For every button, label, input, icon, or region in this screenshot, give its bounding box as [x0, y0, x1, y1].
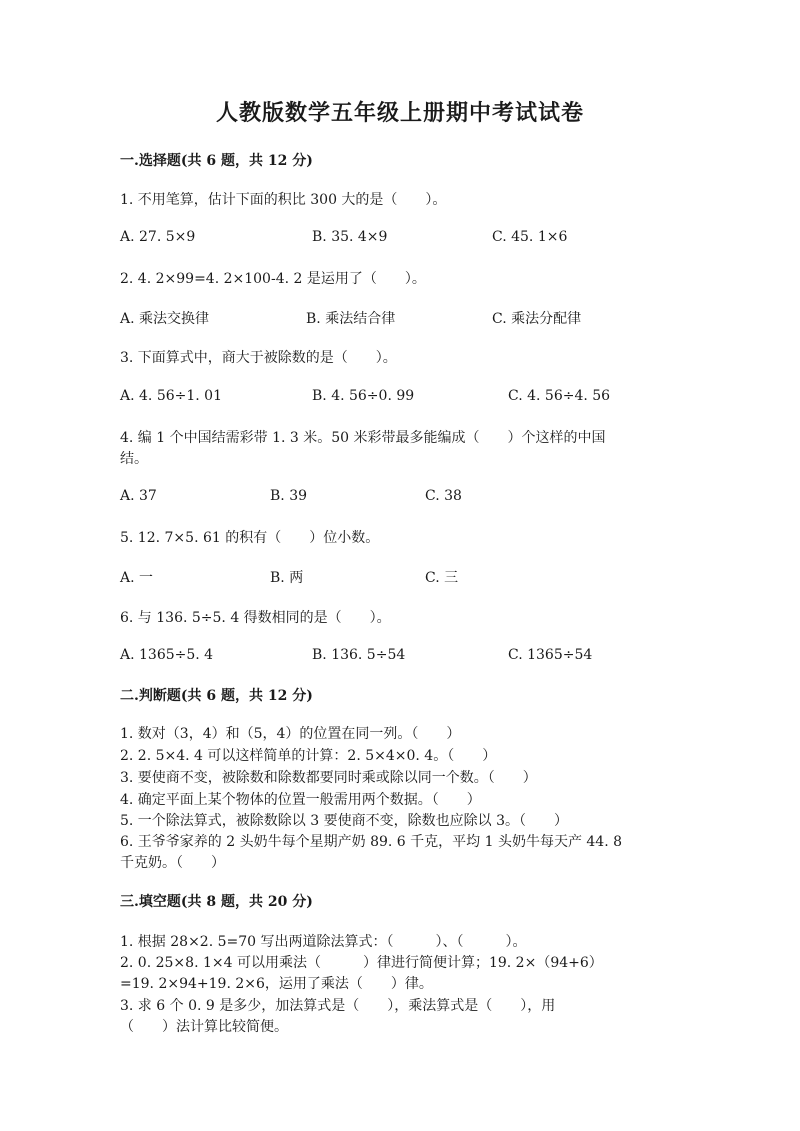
fill-in-line: 3. 求 6 个 0. 9 是多少，加法算式是（ ），乘法算式是（ ），用: [120, 998, 556, 1014]
option-a: A. 乘法交换律: [120, 311, 210, 327]
option-c: C. 45. 1×6: [492, 229, 568, 245]
question-text: 5. 12. 7×5. 61 的积有（ ）位小数。: [120, 530, 380, 546]
option-a: A. 37: [120, 488, 157, 504]
option-a: A. 27. 5×9: [120, 229, 196, 245]
option-c: C. 4. 56÷4. 56: [508, 388, 611, 404]
option-a: A. 一: [120, 570, 154, 586]
question-text: 4. 编 1 个中国结需彩带 1. 3 米。50 米彩带最多能编成（ ）个这样的中国: [120, 430, 606, 446]
question-text: 2. 4. 2×99=4. 2×100-4. 2 是运用了（ ）。: [120, 271, 426, 287]
section-heading-choice: 一.选择题(共 6 题，共 12 分): [120, 153, 313, 169]
option-b: B. 136. 5÷54: [312, 647, 406, 663]
option-c: C. 1365÷54: [508, 647, 593, 663]
option-b: B. 4. 56÷0. 99: [312, 388, 415, 404]
question-text-continued: 结。: [120, 451, 148, 467]
option-b: B. 39: [270, 488, 308, 504]
statement-line-continued: 千克奶。（ ）: [120, 855, 225, 871]
option-a: A. 4. 56÷1. 01: [120, 388, 222, 404]
fill-in-line-continued: （ ）法计算比较简便。: [120, 1019, 288, 1035]
question-text: 1. 不用笔算，估计下面的积比 300 大的是（ ）。: [120, 192, 447, 208]
statement-line: 1. 数对（3，4）和（5，4）的位置在同一列。（ ）: [120, 726, 461, 742]
option-c: C. 三: [425, 570, 459, 586]
option-b: B. 35. 4×9: [312, 229, 388, 245]
option-b: B. 两: [270, 570, 304, 586]
exam-title: 人教版数学五年级上册期中考试试卷: [215, 100, 584, 126]
option-c: C. 乘法分配律: [492, 311, 582, 327]
statement-line: 3. 要使商不变，被除数和除数都要同时乘或除以同一个数。（ ）: [120, 770, 537, 786]
option-a: A. 1365÷5. 4: [120, 647, 214, 663]
fill-in-line: 2. 0. 25×8. 1×4 可以用乘法（ ）律进行简便计算；19. 2×（94+6）: [120, 955, 603, 971]
fill-in-line-continued: =19. 2×94+19. 2×6，运用了乘法（ ）律。: [120, 976, 433, 992]
section-heading-fill-in: 三.填空题(共 8 题，共 20 分): [120, 894, 313, 910]
question-text: 3. 下面算式中，商大于被除数的是（ ）。: [120, 350, 397, 366]
fill-in-line: 1. 根据 28×2. 5=70 写出两道除法算式：（ ）、（ ）。: [120, 934, 527, 950]
question-text: 6. 与 136. 5÷5. 4 得数相同的是（ ）。: [120, 610, 391, 626]
statement-line: 4. 确定平面上某个物体的位置一般需用两个数据。（ ）: [120, 792, 481, 808]
section-heading-judgement: 二.判断题(共 6 题，共 12 分): [120, 688, 313, 704]
statement-line: 2. 2. 5×4. 4 可以这样简单的计算：2. 5×4×0. 4。（ ）: [120, 748, 497, 764]
statement-line: 5. 一个除法算式，被除数除以 3 要使商不变，除数也应除以 3。（ ）: [120, 813, 568, 829]
option-c: C. 38: [425, 488, 462, 504]
statement-line: 6. 王爷爷家养的 2 头奶牛每个星期产奶 89. 6 千克，平均 1 头奶牛每天产 44. 8: [120, 834, 623, 850]
option-b: B. 乘法结合律: [306, 311, 396, 327]
